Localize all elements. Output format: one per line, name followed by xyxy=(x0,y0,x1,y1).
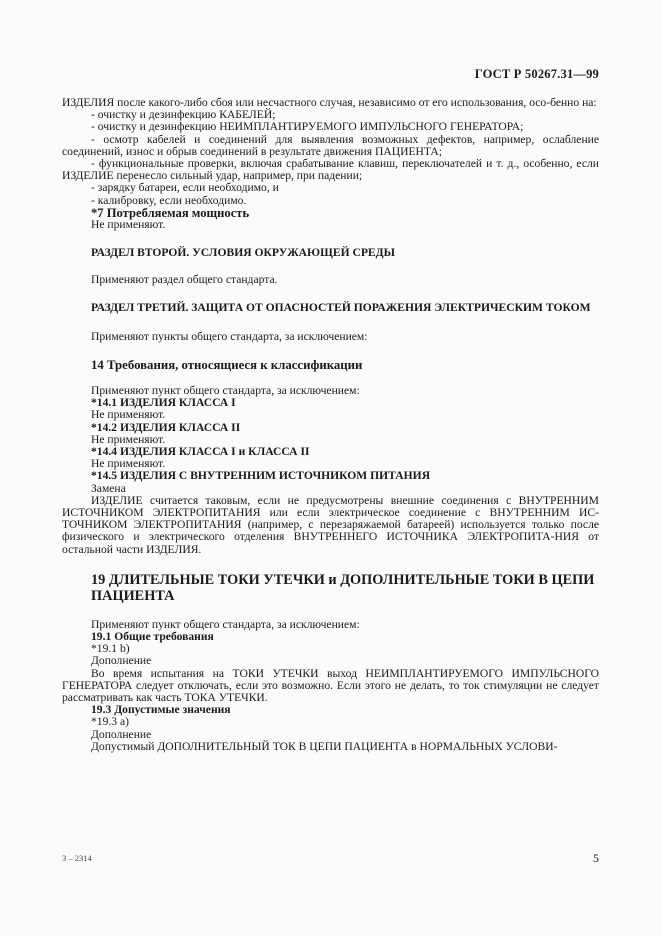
part-2-text: Применяют раздел общего стандарта. xyxy=(91,272,278,286)
part-2-heading: РАЗДЕЛ ВТОРОЙ. УСЛОВИЯ ОКРУЖАЮЩЕЙ СРЕДЫ xyxy=(91,246,396,260)
list-item: - калибровку, если необходимо. xyxy=(91,193,247,207)
subsection-19-3-title: 19.3 Допустимые значения xyxy=(91,703,231,717)
section-7-heading: *7 Потребляемая мощность xyxy=(91,205,250,220)
subsection-19-3-text: Допустимый ДОПОЛНИТЕЛЬНЫЙ ТОК В ЦЕПИ ПАЦИЕНТА в НОРМАЛЬНЫХ УСЛОВИ- xyxy=(91,739,558,753)
part-3-heading: РАЗДЕЛ ТРЕТИЙ. ЗАЩИТА ОТ ОПАСНОСТЕЙ ПОРАЖЕНИЯ ЭЛЕКТРИЧЕСКИМ ТОКОМ xyxy=(91,301,591,315)
list-item: - очистку и дезинфекцию НЕИМПЛАНТИРУЕМОГО ИМПУЛЬСНОГО ГЕНЕРАТОРА; xyxy=(91,120,524,134)
subsection-19-3-label: Дополнение xyxy=(91,727,152,741)
subsection-14-5-label: Замена xyxy=(91,481,126,495)
subsection-14-5-title: *14.5 ИЗДЕЛИЯ С ВНУТРЕННИМ ИСТОЧНИКОМ ПИТАНИЯ xyxy=(91,469,431,483)
page-number: 5 xyxy=(593,851,599,865)
document-body xyxy=(62,97,599,753)
subsection-19-1-text: Во время испытания на ТОКИ УТЕЧКИ выход НЕИМПЛАНТИРУЕМОГО ИМПУЛЬСНОГО ГЕНЕРАТОРА следует отключать, если это возможно. Если этого не делать, то ток стимуляции не следует рассматривать как часть ТОКА УТЕЧКИ. xyxy=(62,666,599,704)
subsection-19-3-ref: *19.3 a) xyxy=(91,715,129,729)
subsection-14-5-text: ИЗДЕЛИЕ считается таковым, если не предусмотрены внешние соединения с ВНУТРЕННИМ ИСТОЧНИКОМ ЭЛЕКТРОПИТАНИЯ или если электрическое соединение с ВНУТРЕННИМ ИС-ТОЧНИКОМ ЭЛЕКТРОПИТАНИЯ (например, с перезаряжаемой батареей) используется только после физического и электрического отделения ВНУТРЕННЕГО ИСТОЧНИКА ЭЛЕКТРОПИТА-НИЯ от остальной части ИЗДЕЛИЯ. xyxy=(62,493,599,556)
section-19-heading: 19 ДЛИТЕЛЬНЫЕ ТОКИ УТЕЧКИ и ДОПОЛНИТЕЛЬНЫЕ ТОКИ В ЦЕПИ ПАЦИЕНТА xyxy=(91,571,595,605)
list-item: - зарядку батареи, если необходимо, и xyxy=(91,181,279,195)
subsection-14-2-title: *14.2 ИЗДЕЛИЯ КЛАССА II xyxy=(91,420,241,434)
part-3-text: Применяют пункты общего стандарта, за исключением: xyxy=(91,329,368,343)
section-7-text: Не применяют. xyxy=(91,218,166,232)
subsection-14-2-text: Не применяют. xyxy=(91,432,166,446)
subsection-19-1-title: 19.1 Общие требования xyxy=(91,629,214,643)
section-19-intro: Применяют пункт общего стандарта, за исключением: xyxy=(91,617,360,631)
document-code: ГОСТ Р 50267.31—99 xyxy=(474,67,599,81)
print-code: 3 – 2314 xyxy=(62,853,92,863)
section-14-heading: 14 Требования, относящиеся к классификации xyxy=(91,357,363,372)
subsection-19-1-ref: *19.1 b) xyxy=(91,642,130,656)
subsection-14-4-text: Не применяют. xyxy=(91,457,166,471)
subsection-14-1-title: *14.1 ИЗДЕЛИЯ КЛАССА I xyxy=(91,396,236,410)
subsection-14-1-text: Не применяют. xyxy=(91,408,166,422)
list-item: - осмотр кабелей и соединений для выявления возможных дефектов, например, ослабление соединений, износ и обрыв соединений в результате движения ПАЦИЕНТА; xyxy=(62,132,599,158)
subsection-14-4-title: *14.4 ИЗДЕЛИЯ КЛАССА I и КЛАССА II xyxy=(91,445,310,459)
subsection-19-1-label: Дополнение xyxy=(91,654,152,668)
intro-paragraph: ИЗДЕЛИЯ после какого-либо сбоя или несчастного случая, независимо от его использования, осо-бенно на: xyxy=(62,96,597,109)
list-item: - функциональные проверки, включая срабатывание клавиш, переключателей и т. д., особенно, если ИЗДЕЛИЕ перенесло сильный удар, например, при падении; xyxy=(62,157,599,183)
list-item: - очистку и дезинфекцию КАБЕЛЕЙ; xyxy=(91,108,276,122)
section-14-intro: Применяют пункт общего стандарта, за исключением: xyxy=(91,384,360,398)
